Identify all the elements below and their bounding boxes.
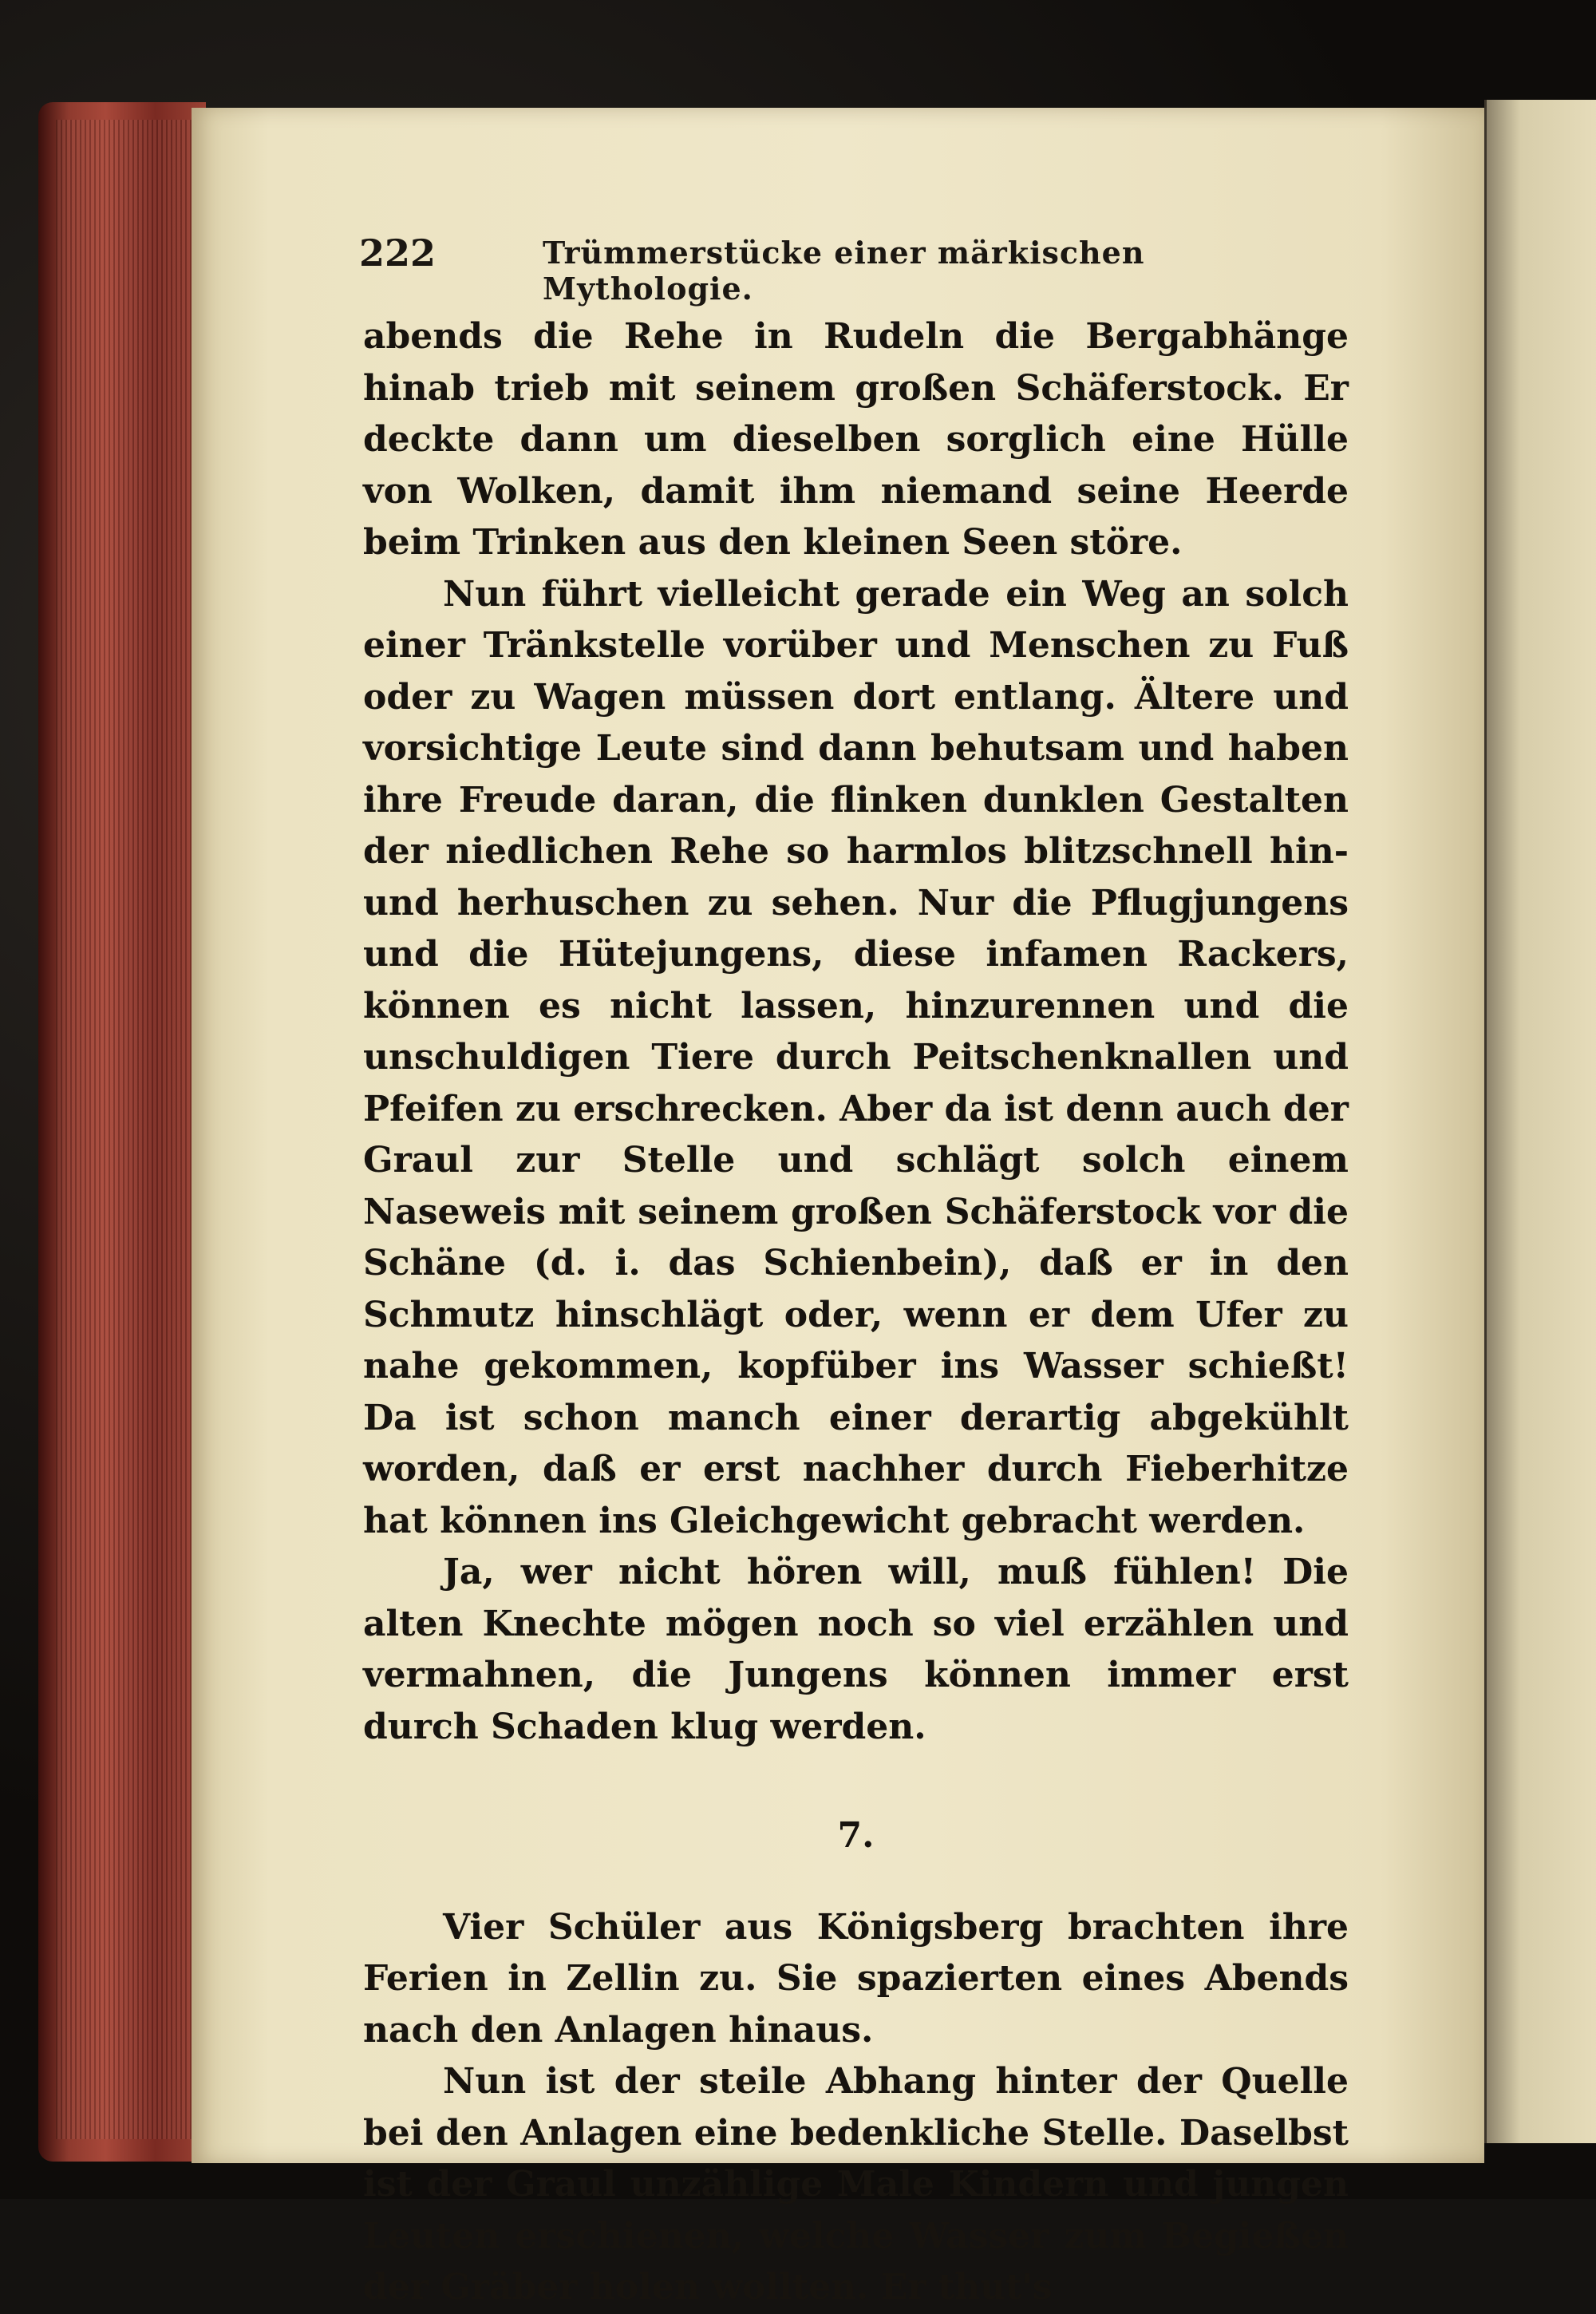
body-text: [363, 311, 1349, 2314]
running-title: Trümmerstücke einer märkischen Mythologie.: [543, 235, 1145, 307]
paragraph: Nun führt vielleicht gerade ein Weg an solch einer Tränkstelle vorüber und Menschen zu Fuß oder zu Wagen müssen dort entlang. Ältere und vorsichtige Leute sind dann behutsam und haben ihre Freude daran, die flinken dunklen Gestalten der niedlichen Rehe so harmlos blitzschnell hin- und herhuschen zu sehen. Nur die Pflugjungens und die Hütejungens, diese infamen Rackers, können es nicht lassen, hinzurennen und die unschuldigen Tiere durch Peitschenknallen und Pfeifen zu erschrecken. Aber da ist denn auch der Graul zur Stelle und schlägt solch einem Naseweis mit seinem großen Schäferstock vor die Schäne (d. i. das Schienbein), daß er in den Schmutz hinschlägt oder, wenn er dem Ufer zu nahe gekommen, kopfüber ins Wasser schießt! Da ist schon manch einer derartig abgekühlt worden, daß er erst nachher durch Fieberhitze hat können ins Gleichgewicht gebracht werden.: [363, 573, 1349, 1541]
paragraph: Nun ist der steile Abhang hinter der Quelle bei den Anlagen eine bedenkliche Stelle. Daselbst ist der Graul unzählige Male Kindern und jungen Leuten erschienen, welche Wasser zum Begießen der Gräber holen wollten. Er thut's: [363, 2061, 1349, 2308]
page-number: 222: [359, 231, 437, 275]
facing-page: [1484, 100, 1596, 2143]
section-number: 7.: [837, 1815, 875, 1856]
page-edge-lines: [56, 120, 200, 2139]
paragraph: Vier Schüler aus Königsberg brachten ihre Ferien in Zellin zu. Sie spazierten eines Abends nach den Anlagen hinaus.: [363, 1906, 1349, 2051]
page-header: [359, 231, 1157, 307]
paragraph: abends die Rehe in Rudeln die Bergabhänge hinab trieb mit seinem großen Schäferstock. Er deckte dann um dieselben sorglich eine Hülle von Wolken, damit ihm niemand seine Heerde beim Trinken aus den kleinen Seen störe.: [363, 316, 1349, 563]
paragraph: Ja, wer nicht hören will, muß fühlen! Die alten Knechte mögen noch so viel erzählen und vermahnen, die Jungens können immer erst durch Schaden klug werden.: [363, 1552, 1349, 1747]
